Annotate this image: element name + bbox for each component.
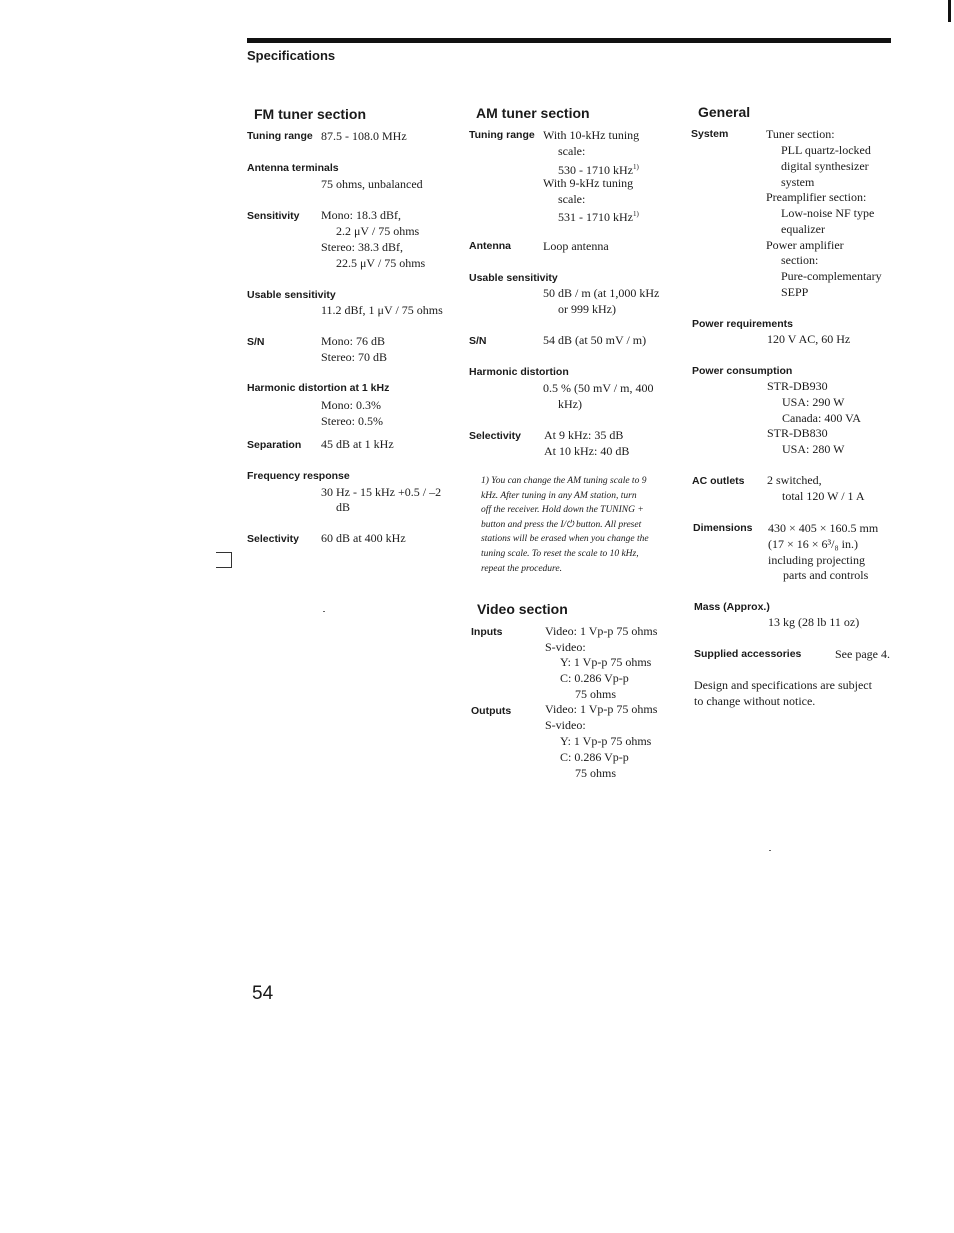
- am-tuning-range-line: scale:: [558, 144, 586, 158]
- footnote-ref: 1): [633, 163, 639, 171]
- scan-speck: [769, 850, 771, 851]
- video-outputs-line: Video: 1 Vp-p 75 ohms: [545, 702, 658, 716]
- am-tuning-range-line: 530 - 1710 kHz$^{1)}$: [558, 163, 639, 177]
- am-tuning-range-line: 531 - 1710 kHz$^{1)}$: [558, 210, 639, 224]
- general-system-line: Pure-complementary: [781, 269, 882, 283]
- general-system-line: PLL quartz-locked: [781, 143, 871, 157]
- am-usable-sensitivity-line: or 999 kHz): [558, 302, 616, 316]
- fm-section-title: FM tuner section: [254, 106, 367, 122]
- mass-label: Mass (Approx.): [694, 601, 770, 613]
- video-inputs-label: Inputs: [471, 626, 503, 638]
- mass-value: 13 kg (28 lb 11 oz): [768, 615, 860, 629]
- ac-outlets-line: 2 switched,: [767, 473, 822, 487]
- fm-sn-label: S/N: [247, 336, 265, 348]
- general-system-line: digital synthesizer: [781, 159, 869, 173]
- general-system-line: system: [781, 175, 815, 189]
- am-antenna-label: Antenna: [469, 240, 511, 252]
- fm-sn-line: Stereo: 70 dB: [321, 350, 387, 364]
- general-system-line: SEPP: [781, 285, 809, 299]
- general-system-line: equalizer: [781, 222, 825, 236]
- video-inputs-line: Video: 1 Vp-p 75 ohms: [545, 624, 658, 638]
- am-usable-sensitivity-line: 50 dB / m (at 1,000 kHz: [543, 286, 660, 300]
- ac-outlets-line: total 120 W / 1 A: [782, 489, 865, 503]
- fm-separation-label: Separation: [247, 439, 302, 451]
- video-outputs-line: Y: 1 Vp-p 75 ohms: [560, 734, 652, 748]
- general-system-label: System: [691, 128, 729, 140]
- video-outputs-line: 75 ohms: [575, 766, 617, 780]
- video-section-title: Video section: [477, 601, 568, 617]
- supplied-accessories-value: See page 4.: [835, 647, 890, 661]
- video-inputs-line: C: 0.286 Vp-p: [560, 671, 629, 685]
- page-number: 54: [252, 983, 274, 1004]
- fm-sensitivity-line: Stereo: 38.3 dBf,: [321, 240, 403, 254]
- general-system-line: Preamplifier section:: [766, 190, 867, 204]
- video-outputs-label: Outputs: [471, 705, 512, 717]
- fm-usable-sensitivity-value: 11.2 dBf, 1 μV / 75 ohms: [321, 303, 443, 317]
- fm-frequency-response-line: 30 Hz - 15 kHz +0.5 / –2: [321, 485, 442, 499]
- footnote-line: stations will be erased when you change the: [481, 534, 649, 545]
- power-consumption-line: USA: 280 W: [782, 442, 845, 456]
- footnote-line: button and press the I/⏻ button. All preset: [481, 519, 642, 530]
- footnote-ref: 1): [633, 210, 639, 218]
- fm-separation-value: 45 dB at 1 kHz: [321, 437, 394, 451]
- fm-sn-line: Mono: 76 dB: [321, 334, 386, 348]
- footnote-line: tuning scale. To reset the scale to 10 kHz,: [481, 548, 639, 559]
- fm-harmonic-label: Harmonic distortion at 1 kHz: [247, 382, 390, 394]
- notice-line: to change without notice.: [694, 694, 816, 708]
- am-tuning-range-line: scale:: [558, 192, 586, 206]
- dimensions-line: parts and controls: [783, 568, 869, 582]
- ac-outlets-label: AC outlets: [692, 475, 745, 487]
- power-requirements-label: Power requirements: [692, 318, 793, 330]
- fm-antenna-label: Antenna terminals: [247, 162, 339, 174]
- fm-sensitivity-line: 22.5 μV / 75 ohms: [336, 256, 426, 270]
- power-consumption-line: STR-DB830: [767, 426, 828, 440]
- footnote-line: 1) You can change the AM tuning scale to 9: [481, 476, 647, 486]
- video-outputs-line: S-video:: [545, 718, 586, 732]
- video-inputs-line: S-video:: [545, 640, 586, 654]
- power-consumption-line: Canada: 400 VA: [782, 411, 861, 425]
- am-harmonic-line: 0.5 % (50 mV / m, 400: [543, 381, 654, 395]
- page-edge-mark: [948, 0, 951, 22]
- am-selectivity-line: At 10 kHz: 40 dB: [544, 444, 630, 458]
- video-inputs-line: 75 ohms: [575, 687, 617, 701]
- power-requirements-value: 120 V AC, 60 Hz: [767, 332, 851, 346]
- fm-selectivity-value: 60 dB at 400 kHz: [321, 531, 406, 545]
- notice-line: Design and specifications are subject: [694, 678, 872, 692]
- header-rule: [247, 38, 891, 43]
- video-inputs-line: Y: 1 Vp-p 75 ohms: [560, 655, 652, 669]
- dimensions-label: Dimensions: [693, 522, 753, 534]
- margin-bracket-mark: [216, 552, 232, 568]
- am-tuning-range-line: With 10-kHz tuning: [543, 128, 640, 142]
- am-tuning-range-line: With 9-kHz tuning: [543, 176, 634, 190]
- general-system-line: Low-noise NF type: [781, 206, 875, 220]
- general-section-title: General: [698, 104, 751, 120]
- am-harmonic-label: Harmonic distortion: [469, 366, 569, 378]
- footnote-line: repeat the procedure.: [481, 563, 562, 574]
- fm-sensitivity-line: 2.2 μV / 75 ohms: [336, 224, 420, 238]
- fm-sensitivity-line: Mono: 18.3 dBf,: [321, 208, 402, 222]
- power-consumption-line: STR-DB930: [767, 379, 828, 393]
- general-system-line: section:: [781, 253, 819, 267]
- power-consumption-label: Power consumption: [692, 365, 793, 377]
- am-tuning-range-label: Tuning range: [469, 129, 535, 141]
- fm-tuning-range-label: Tuning range: [247, 130, 313, 142]
- am-antenna-value: Loop antenna: [543, 239, 609, 253]
- am-sn-value: 54 dB (at 50 mV / m): [543, 333, 647, 347]
- video-outputs-line: C: 0.286 Vp-p: [560, 750, 629, 764]
- footnote-line: off the receiver. Hold down the TUNING +: [481, 505, 644, 516]
- am-harmonic-line: kHz): [558, 397, 582, 411]
- fm-sensitivity-label: Sensitivity: [247, 210, 300, 222]
- general-system-line: Power amplifier: [766, 238, 844, 252]
- dimensions-line: (17 × 16 × 6³/₈ in.): [768, 537, 858, 551]
- fm-usable-sensitivity-label: Usable sensitivity: [247, 289, 336, 301]
- am-usable-sensitivity-label: Usable sensitivity: [469, 272, 558, 284]
- fm-tuning-range-value: 87.5 - 108.0 MHz: [321, 129, 407, 143]
- dimensions-line: including projecting: [768, 553, 865, 567]
- fm-selectivity-label: Selectivity: [247, 533, 299, 545]
- general-system-line: Tuner section:: [766, 127, 835, 141]
- page-header: Specifications: [247, 48, 336, 63]
- scan-speck: [323, 611, 325, 612]
- footnote-line: kHz. After tuning in any AM station, turn: [481, 490, 637, 501]
- fm-harmonic-line: Stereo: 0.5%: [321, 414, 383, 428]
- am-selectivity-label: Selectivity: [469, 430, 521, 442]
- supplied-accessories-label: Supplied accessories: [694, 648, 802, 660]
- fm-antenna-value: 75 ohms, unbalanced: [321, 177, 423, 191]
- am-section-title: AM tuner section: [476, 105, 590, 121]
- power-consumption-line: USA: 290 W: [782, 395, 845, 409]
- fm-frequency-response-label: Frequency response: [247, 470, 350, 482]
- dimensions-line: 430 × 405 × 160.5 mm: [768, 521, 879, 535]
- am-sn-label: S/N: [469, 335, 487, 347]
- am-footnote: [481, 474, 649, 576]
- fm-harmonic-line: Mono: 0.3%: [321, 398, 381, 412]
- am-selectivity-line: At 9 kHz: 35 dB: [544, 428, 624, 442]
- fm-frequency-response-line: dB: [336, 500, 351, 514]
